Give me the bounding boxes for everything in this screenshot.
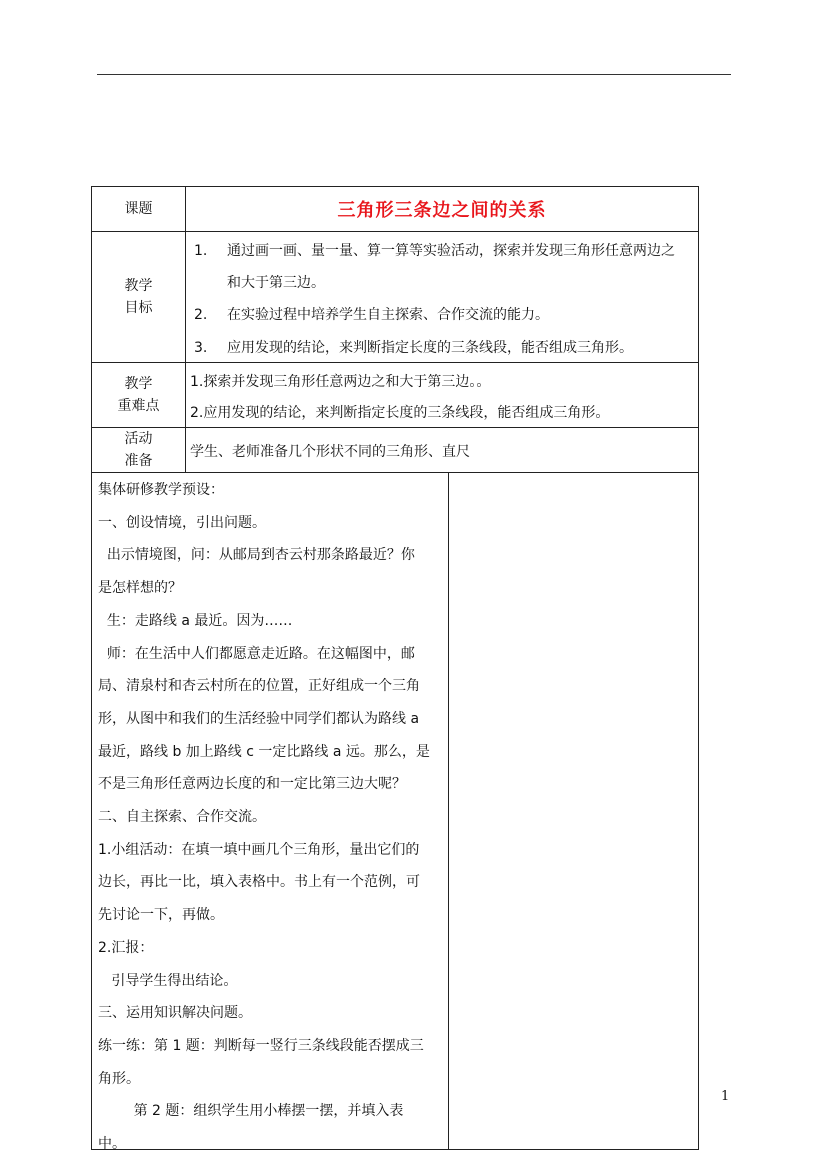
keypoint-item: 2.应用发现的结论，来判断指定长度的三条线段，能否组成三角形。 — [190, 405, 610, 421]
objective-text: 和大于第三边。 — [227, 275, 325, 291]
lesson-line: 师：在生活中人们都愿意走近路。在这幅图中，邮 — [98, 645, 415, 662]
objective-text: 应用发现的结论，来判断指定长度的三条线段，能否组成三角形。 — [227, 340, 633, 356]
lesson-line: 三、运用知识解决问题。 — [98, 1005, 252, 1022]
objectives-label-cell — [91, 231, 186, 363]
keypoint-item: 1.探索并发现三角形任意两边之和大于第三边。。 — [190, 374, 491, 390]
page-title: 三角形三条边之间的关系 — [337, 200, 547, 221]
lesson-line: 1.小组活动：在填一填中画几个三角形，量出它们的 — [98, 841, 420, 858]
lesson-line: 二、自主探索、合作交流。 — [98, 809, 266, 825]
objective-number: 3. — [194, 340, 208, 356]
objective-item — [194, 240, 675, 260]
objectives-cell — [185, 231, 699, 363]
lesson-line: 先讨论一下，再做。 — [98, 907, 224, 924]
lesson-line: 引导学生得出结论。 — [98, 972, 238, 989]
prep-text: 学生、老师准备几个形状不同的三角形、直尺 — [190, 444, 470, 460]
lesson-line: 一、创设情境，引出问题。 — [98, 514, 266, 531]
lesson-line: 是怎样想的？ — [98, 580, 182, 597]
lesson-line: 角形。 — [98, 1070, 140, 1087]
lesson-line: 最近，路线 b 加上路线 c 一定比路线 a 远。那么，是 — [98, 743, 430, 760]
objective-item-continued — [227, 272, 325, 292]
lesson-line: 练一练：第 1 题：判断每一竖行三条线段能否摆成三 — [98, 1037, 424, 1054]
objective-text: 通过画一画、量一量、算一算等实验活动，探索并发现三角形任意两边之 — [227, 243, 675, 259]
objective-number: 1. — [194, 243, 208, 259]
page-number: 1 — [721, 1089, 730, 1104]
keypoints-cell — [185, 362, 699, 428]
lesson-line: 2.汇报： — [98, 939, 154, 956]
lesson-line: 边长，再比一比，填入表格中。书上有一个范例，可 — [98, 874, 420, 891]
objectives-label-line-1: 教学 — [124, 278, 153, 294]
objectives-label-line-2: 目标 — [124, 300, 153, 316]
objective-item — [194, 337, 633, 357]
lesson-line: 第 2 题：组织学生用小棒摆一摆，并填入表 — [98, 1103, 404, 1120]
objective-item — [194, 304, 549, 324]
lesson-line: 中。 — [98, 1136, 126, 1152]
keypoints-label-cell — [91, 362, 186, 428]
topic-title-cell — [185, 186, 699, 232]
prep-label-cell — [91, 427, 186, 473]
lesson-line: 出示情境图，问：从邮局到杏云村那条路最近？你 — [98, 547, 415, 564]
lesson-line: 集体研修教学预设： — [98, 482, 224, 498]
objective-number: 2. — [194, 307, 208, 323]
lesson-line: 局、清泉村和杏云村所在的位置，正好组成一个三角 — [98, 678, 420, 695]
prep-label-line-2: 准备 — [124, 453, 153, 469]
notes-cell — [448, 472, 699, 1150]
topic-label-cell — [91, 186, 186, 232]
prep-label-line-1: 活动 — [124, 431, 153, 447]
header-rule — [97, 74, 731, 75]
keypoints-label-line-1: 教学 — [124, 376, 153, 392]
topic-label: 课题 — [124, 201, 153, 217]
lesson-line: 形，从图中和我们的生活经验中同学们都认为路线 a — [98, 710, 420, 727]
lesson-line: 不是三角形任意两边长度的和一定比第三边大呢？ — [98, 776, 406, 793]
prep-cell — [185, 427, 699, 473]
lesson-line: 生：走路线 a 最近。因为…… — [98, 612, 293, 629]
objective-text: 在实验过程中培养学生自主探索、合作交流的能力。 — [227, 307, 549, 323]
keypoints-label-line-2: 重难点 — [117, 398, 160, 414]
